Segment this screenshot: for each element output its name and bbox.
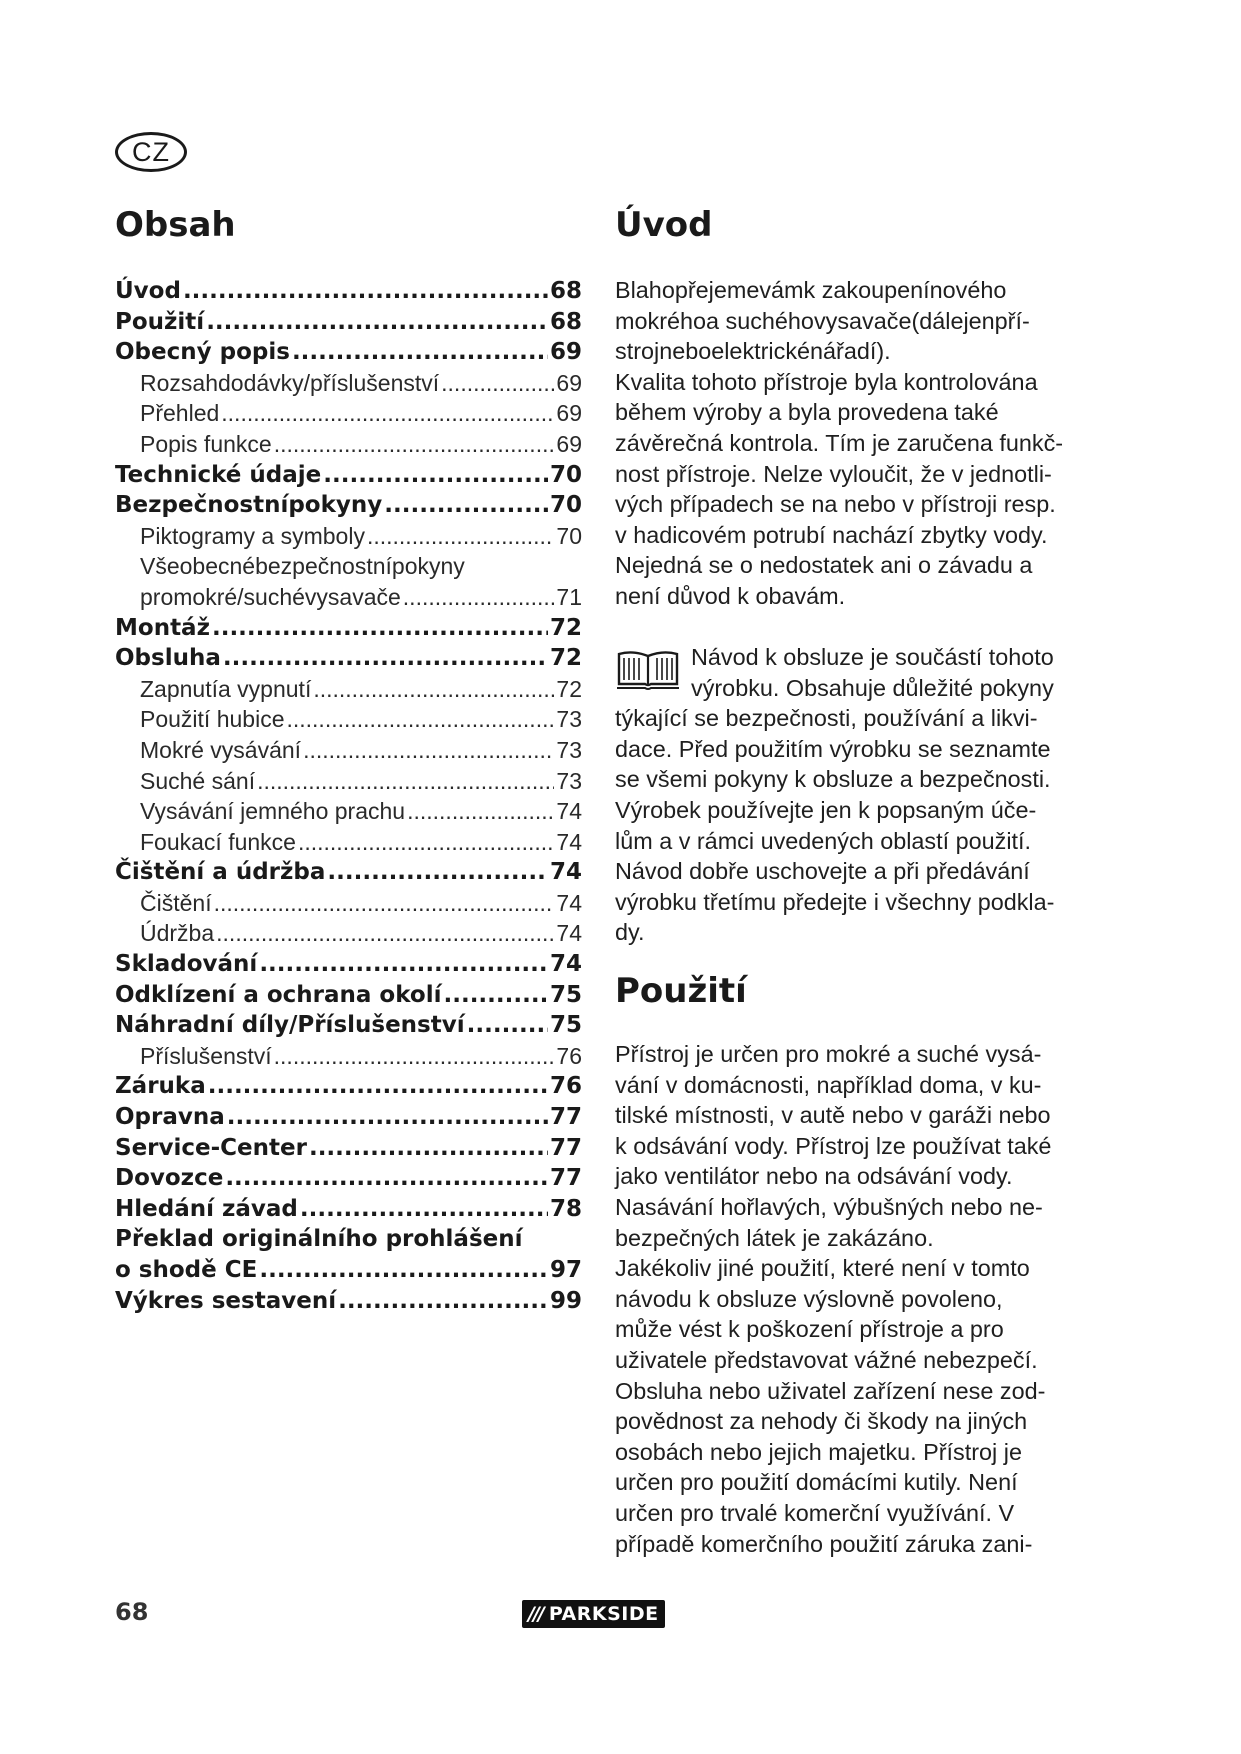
toc-entry-page: 69	[556, 369, 582, 396]
text-line: tilské místnosti, v autě nebo v garáži nebo	[615, 1102, 1051, 1129]
text-line: během výroby a byla provedena také	[615, 399, 999, 426]
usage-title: Použití	[615, 971, 747, 1011]
toc-entry-label: Suché sání	[140, 767, 256, 794]
toc-entry	[115, 613, 582, 644]
text-line: Návod k obsluze je součástí tohoto	[691, 644, 1054, 670]
text-line: se všemi pokyny k obsluze a bezpečnosti.	[615, 766, 1051, 793]
toc-entry	[115, 735, 582, 766]
toc-entry-page: 74	[556, 889, 582, 916]
toc-leader-dots	[257, 766, 554, 797]
text-line: Kvalita tohoto přístroje byla kontrolována	[615, 368, 1038, 395]
toc-entry-page: 73	[556, 706, 582, 733]
toc-entry	[115, 1133, 582, 1164]
toc-leader-dots	[384, 490, 548, 521]
toc-leader-dots	[443, 980, 548, 1011]
toc-entry	[115, 888, 582, 919]
toc-entry-label: Příslušenství	[140, 1042, 272, 1069]
text-line: Jakékoliv jiné použití, které není v tomto	[615, 1255, 1030, 1282]
toc-entry-page: 72	[556, 675, 582, 702]
text-line: určen pro trvalé komerční využívání. V	[615, 1499, 1015, 1526]
toc-entry	[115, 1010, 582, 1041]
toc-entry-page: 70	[549, 492, 582, 519]
toc-entry	[115, 1071, 582, 1102]
toc-leader-dots	[300, 1194, 548, 1225]
toc-entry	[115, 827, 582, 858]
usage-paragraph	[615, 1039, 1085, 1559]
toc-title: Obsah	[115, 205, 236, 245]
intro-paragraph-2	[615, 367, 1085, 612]
toc-entry-label: o shodě CE	[115, 1257, 258, 1283]
text-line: k odsávání vody. Přístroj lze používat také	[615, 1132, 1052, 1159]
toc-entry-page: 77	[549, 1134, 582, 1161]
toc-entry-label: Výkres sestavení	[115, 1287, 337, 1314]
text-line: bezpečných látek je zakázáno.	[615, 1224, 934, 1251]
toc-entry-label: Překlad originálního prohlášení	[115, 1226, 523, 1253]
toc-entry-label: Bezpečnostnípokyny	[115, 492, 383, 519]
text-line: povědnost za nehody či škody na jiných	[615, 1408, 1028, 1435]
toc-entry-label: Rozsahdodávky/příslušenství	[140, 369, 440, 396]
toc-leader-dots	[216, 918, 554, 949]
text-line: určen pro použití domácími kutily. Není	[615, 1469, 1018, 1496]
toc-leader-dots	[274, 1041, 555, 1072]
toc-entry	[115, 490, 582, 521]
toc-entry-label: Hledání závad	[115, 1195, 298, 1222]
text-line: výrobku. Obsahuje důležité pokyny	[691, 674, 1054, 701]
toc-entry-label: Foukací funkce	[140, 828, 296, 855]
text-line: Nejedná se o nedostatek ani o závadu a	[615, 552, 1033, 579]
toc-entry	[115, 980, 582, 1011]
toc-leader-dots	[206, 307, 548, 338]
text-line: dy.	[615, 919, 645, 946]
intro-paragraph-1	[615, 275, 1085, 367]
toc-entry	[115, 1041, 582, 1072]
toc-entry	[115, 429, 582, 460]
text-line: Nasávání hořlavých, výbušných nebo ne-	[615, 1193, 1043, 1220]
text-line: případě komerčního použití záruka zani-	[615, 1530, 1033, 1557]
toc-entry-label: Náhradní díly/Příslušenství	[115, 1012, 465, 1039]
toc-entry-page: 68	[549, 278, 582, 304]
toc-entry	[115, 1255, 582, 1286]
toc-entry-label: Service-Center	[115, 1134, 307, 1161]
page-number: 68	[115, 1598, 149, 1626]
toc-entry-page: 97	[549, 1257, 582, 1283]
toc-entry	[115, 1286, 582, 1317]
toc-leader-dots	[208, 1071, 548, 1102]
toc-entry-page: 76	[549, 1073, 582, 1100]
toc-entry-label: Skladování	[115, 951, 258, 978]
parkside-logo	[522, 1600, 665, 1628]
text-line: nost přístroje. Nelze vyloučit, že v jednotli-	[615, 460, 1052, 487]
toc-entry	[115, 582, 582, 613]
text-line: Výrobek používejte jen k popsaným úče-	[615, 796, 1037, 823]
toc-entry	[115, 460, 582, 491]
toc-entry-page: 75	[549, 1012, 582, 1039]
toc-entry	[115, 276, 582, 307]
toc-entry-page: 72	[549, 645, 582, 672]
toc-leader-dots	[327, 857, 548, 888]
toc-entry-label: Záruka	[115, 1073, 206, 1100]
toc-leader-dots	[403, 582, 555, 613]
toc-entry	[115, 1194, 582, 1225]
toc-entry-page: 76	[556, 1042, 582, 1069]
toc-entry-page: 69	[556, 430, 582, 457]
usage-text	[615, 1039, 1085, 1559]
language-code: CZ	[132, 136, 170, 167]
toc-leader-dots	[323, 460, 548, 491]
text-line: v hadicovém potrubí nachází zbytky vody.	[615, 521, 1048, 548]
brand-slashes: ///	[528, 1603, 543, 1625]
toc-entry-label: Přehled	[140, 400, 220, 427]
text-line: Obsluha nebo uživatel zařízení nese zod-	[615, 1377, 1046, 1404]
toc-entry-label: Použití	[115, 308, 205, 335]
toc-entry	[115, 521, 582, 552]
toc-entry-page: 74	[549, 951, 582, 978]
toc-leader-dots	[212, 613, 548, 644]
text-line: mokréhoa suchéhovysavače(dálejenpří-	[615, 307, 1030, 334]
text-line: vých případech se na nebo v přístroji resp.	[615, 491, 1056, 518]
toc-entry-page: 77	[549, 1104, 582, 1131]
brand-name: PARKSIDE	[548, 1603, 659, 1625]
toc-leader-dots	[225, 1163, 548, 1194]
book-icon	[615, 648, 681, 692]
toc-entry-label: Obecný popis	[115, 339, 290, 366]
toc-entry	[115, 857, 582, 888]
toc-entry-label: Montáž	[115, 614, 210, 641]
toc-leader-dots	[298, 827, 554, 858]
toc-leader-dots	[214, 888, 555, 919]
toc-entry-label: Piktogramy a symboly	[140, 522, 365, 549]
language-badge	[115, 132, 187, 172]
toc-leader-dots	[407, 796, 554, 827]
text-line: týkající se bezpečnosti, používání a likvi-	[615, 705, 1038, 732]
toc-entry-label: Mokré vysávání	[140, 736, 302, 763]
intro-title: Úvod	[615, 205, 713, 245]
toc-entry-page: 70	[556, 522, 582, 549]
toc-entry	[115, 949, 582, 980]
text-line: závěrečná kontrola. Tím je zaručena funkč-	[615, 429, 1064, 456]
note-paragraph	[615, 642, 1085, 948]
toc-entry	[115, 766, 582, 797]
toc-entry-page: 75	[549, 981, 582, 1008]
toc-entry-page: 68	[549, 308, 582, 335]
toc-entry-page: 74	[556, 798, 582, 825]
toc-entry	[115, 918, 582, 949]
toc-entry	[115, 368, 582, 399]
toc-entry-page: 77	[549, 1165, 582, 1192]
toc-leader-dots	[274, 429, 555, 460]
toc-entry-page: 70	[549, 461, 582, 488]
intro-text	[615, 275, 1085, 612]
toc-entry	[115, 674, 582, 705]
toc-leader-dots	[221, 398, 554, 429]
text-line: může vést k poškození přístroje a pro	[615, 1316, 1004, 1343]
toc-entry	[115, 643, 582, 674]
toc-entry-page: 69	[549, 339, 582, 366]
toc-leader-dots	[313, 674, 554, 705]
text-line: strojneboelektrickénářadí).	[615, 338, 891, 365]
toc-entry	[115, 307, 582, 338]
toc-entry	[115, 704, 582, 735]
text-line: výrobku třetímu předejte i všechny podkla-	[615, 888, 1055, 915]
toc-entry	[115, 1102, 582, 1133]
text-line: vání v domácnosti, například doma, v ku-	[615, 1071, 1042, 1098]
toc-entry-label: Vysávání jemného prachu	[140, 798, 406, 825]
toc-entry-label: Dovozce	[115, 1165, 224, 1192]
toc-entry-page: 99	[549, 1287, 582, 1314]
toc-entry	[115, 796, 582, 827]
toc-entry-page: 78	[549, 1195, 582, 1222]
text-line: není důvod k obavám.	[615, 582, 846, 609]
toc-entry-label: Všeobecnébezpečnostnípokyny	[140, 553, 465, 580]
toc-leader-dots	[286, 704, 554, 735]
toc-entry-label: Údržba	[140, 920, 215, 947]
toc-leader-dots	[309, 1133, 548, 1164]
toc-leader-dots	[259, 949, 548, 980]
toc-entry-page: 73	[556, 767, 582, 794]
text-line: dace. Před použitím výrobku se seznamte	[615, 735, 1051, 762]
toc-entry-page: 69	[556, 400, 582, 427]
toc-leader-dots	[303, 735, 554, 766]
toc-entry-label: Odklízení a ochrana okolí	[115, 981, 442, 1008]
toc-leader-dots	[183, 276, 548, 307]
toc-leader-dots	[467, 1010, 548, 1041]
toc-entry-label: Opravna	[115, 1104, 225, 1131]
toc-entry-label: Technické údaje	[115, 461, 322, 488]
toc-leader-dots	[441, 368, 554, 399]
toc-leader-dots	[259, 1255, 548, 1286]
text-line: osobách nebo jejich majetku. Přístroj je	[615, 1438, 1022, 1465]
toc-entry	[115, 551, 582, 582]
toc-entry-page: 74	[556, 828, 582, 855]
text-line: uživatele představovat vážné nebezpečí.	[615, 1346, 1038, 1373]
toc-entry-label: Čištění	[140, 889, 212, 916]
toc-entry-label: Úvod	[115, 278, 181, 304]
toc-entry-label: Obsluha	[115, 645, 221, 672]
toc-entry-label: Použití hubice	[140, 706, 285, 733]
toc-leader-dots	[227, 1102, 548, 1133]
toc-leader-dots	[223, 643, 548, 674]
toc-leader-dots	[367, 521, 554, 552]
toc-entry	[115, 398, 582, 429]
toc-entry-label: Popis funkce	[140, 430, 272, 457]
manual-note	[615, 642, 1085, 948]
text-line: Přístroj je určen pro mokré a suché vysá-	[615, 1041, 1042, 1067]
text-line: lům a v rámci uvedených oblastí použití.	[615, 827, 1032, 854]
toc-leader-dots	[292, 337, 548, 368]
text-line: Návod dobře uschovejte a při předávání	[615, 858, 1030, 885]
toc-entry-label: Čištění a údržba	[115, 859, 326, 886]
toc-entry	[115, 1163, 582, 1194]
toc-entry-page: 73	[556, 736, 582, 763]
text-line: Blahopřejemevámk zakoupenínového	[615, 277, 1007, 303]
toc-entry-page: 74	[549, 859, 582, 886]
toc-entry	[115, 1224, 582, 1255]
toc-entry-label: promokré/suchévysavače	[140, 583, 401, 610]
toc-entry-page: 72	[549, 614, 582, 641]
toc-leader-dots	[338, 1286, 548, 1317]
toc-entry	[115, 337, 582, 368]
text-line: návodu k obsluze výslovně povoleno,	[615, 1285, 1003, 1312]
text-line: jako ventilátor nebo na odsávání vody.	[615, 1163, 1013, 1190]
toc-entry-page: 71	[556, 583, 582, 610]
table-of-contents	[115, 276, 582, 1316]
toc-entry-page: 74	[556, 920, 582, 947]
toc-entry-label: Zapnutía vypnutí	[140, 675, 312, 702]
